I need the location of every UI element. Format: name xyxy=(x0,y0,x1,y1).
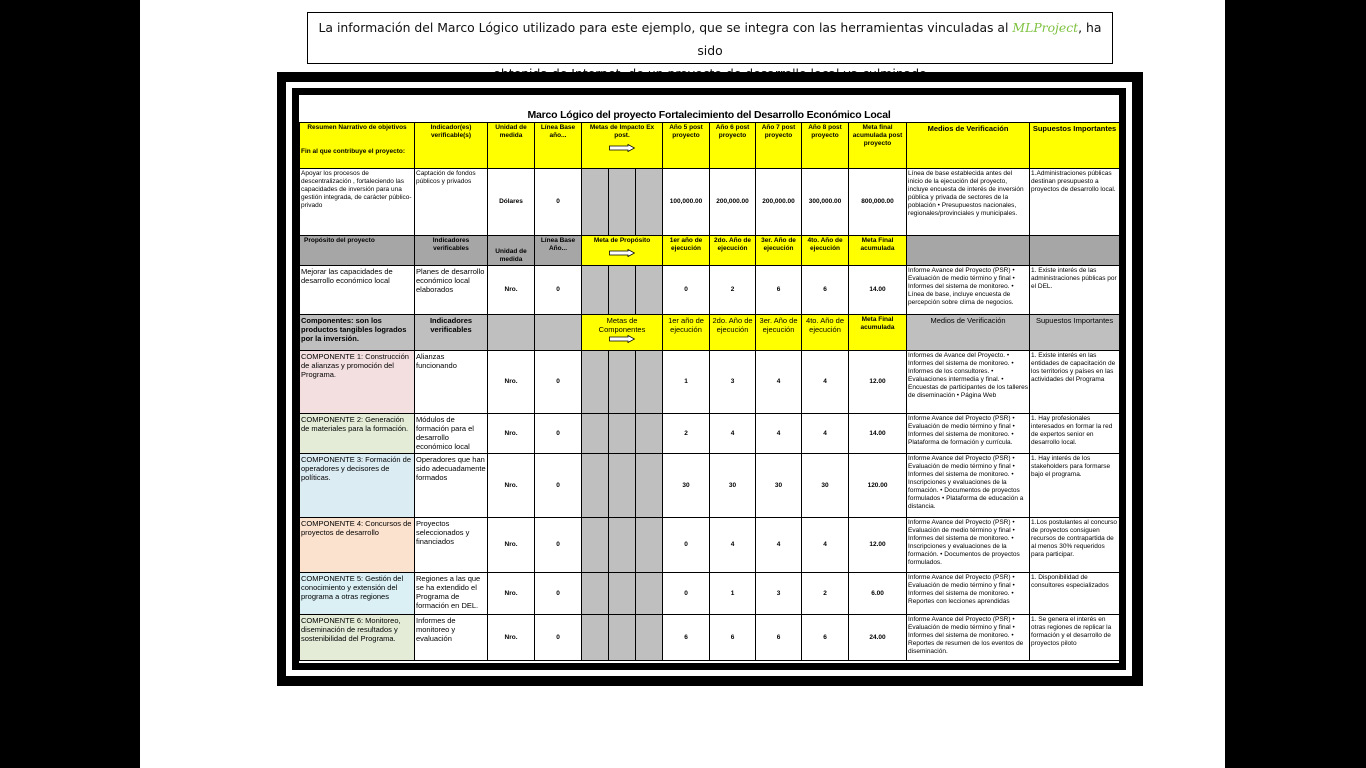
purpose-objective: Mejorar las capacidades de desarrollo económico local xyxy=(300,266,415,315)
gray-cell xyxy=(609,169,636,236)
gray-cell xyxy=(582,169,609,236)
component-assumption: 1. Hay profesionales interesados en formar la red de expertos senior en desarrollo local. xyxy=(1030,414,1119,454)
logframe-table xyxy=(299,122,1119,661)
component-y2: 1 xyxy=(710,573,756,615)
purpose-row xyxy=(300,266,1120,315)
purpose-y4: 6 xyxy=(802,266,849,315)
gray-cell xyxy=(609,573,636,615)
gray-cell xyxy=(907,236,1030,266)
component-assumption: 1.Los postulantes al concurso de proyectos consiguen recursos de contrapartida de al menos 30% requeridos para participar. xyxy=(1030,518,1119,573)
header-components: Componentes: son los productos tangibles logrados por la inversión. xyxy=(300,315,415,351)
fin-year7: 200,000.00 xyxy=(756,169,802,236)
purpose-indicator: Planes de desarrollo económico local elaborados xyxy=(415,266,488,315)
arrow-right-icon xyxy=(609,144,635,152)
gray-cell xyxy=(609,414,636,454)
header-assumptions: Supuestos Importantes xyxy=(1030,123,1119,169)
component-baseline: 0 xyxy=(535,454,582,518)
component-y4: 30 xyxy=(802,454,849,518)
fin-objective: Apoyar los procesos de descentralización , fortaleciendo las capacidades de inversión para una gestión integrada, de carácter público-privado xyxy=(300,169,415,236)
component-y2: 30 xyxy=(710,454,756,518)
component-assumption: 1. Existe interés en las entidades de capacitación de los territorios y países en las actividades del Programa xyxy=(1030,351,1119,414)
component-indicator: Operadores que han sido adecuadamente formados xyxy=(415,454,488,518)
component-indicator: Regiones a las que se ha extendido el Programa de formación en DEL. xyxy=(415,573,488,615)
header-impact-goals: Metas de Impacto Ex post. xyxy=(582,123,663,169)
arrow-right-icon xyxy=(609,249,635,257)
table-row xyxy=(300,351,1120,414)
component-final: 24.00 xyxy=(849,615,907,661)
fin-assumption: 1.Administraciones públicas destinan presupuesto a proyectos de desarrollo local. xyxy=(1030,169,1119,236)
header-purpose-unit: Unidad de medida xyxy=(488,236,535,266)
header-comp-y2: 2do. Año de ejecución xyxy=(710,315,756,351)
logframe-sheet xyxy=(299,95,1119,663)
component-final: 6.00 xyxy=(849,573,907,615)
gray-cell xyxy=(582,573,609,615)
table-row xyxy=(300,454,1120,518)
component-y3: 4 xyxy=(756,351,802,414)
header-purpose-y2: 2do. Año de ejecución xyxy=(710,236,756,266)
header-purpose-y1: 1er año de ejecución xyxy=(663,236,710,266)
component-assumption: 1. Se genera el interés en otras regiones de replicar la formación y el desarrollo de proyectos piloto xyxy=(1030,615,1119,661)
component-y1: 30 xyxy=(663,454,710,518)
purpose-assumption: 1. Existe interés de las administraciones públicas por el DEL. xyxy=(1030,266,1119,315)
component-unit: Nro. xyxy=(488,351,535,414)
gray-cell xyxy=(636,169,663,236)
component-y1: 2 xyxy=(663,414,710,454)
header-purpose-final: Meta Final acumulada xyxy=(849,236,907,266)
component-unit: Nro. xyxy=(488,615,535,661)
component-y3: 6 xyxy=(756,615,802,661)
gray-cell xyxy=(636,454,663,518)
component-baseline: 0 xyxy=(535,414,582,454)
table-row xyxy=(300,615,1120,661)
component-baseline: 0 xyxy=(535,518,582,573)
sheet-title: Marco Lógico del proyecto Fortalecimiento del Desarrollo Económico Local xyxy=(527,109,891,121)
component-indicator: Módulos de formación para el desarrollo económico local xyxy=(415,414,488,454)
component-final: 120.00 xyxy=(849,454,907,518)
component-unit: Nro. xyxy=(488,573,535,615)
fin-row xyxy=(300,169,1120,236)
header-comp-verification: Medios de Verificación xyxy=(907,315,1030,351)
purpose-verification: Informe Avance del Proyecto (PSR) • Evaluación de medio término y final • Informes del sistema de monitoreo. • Línea de base, incluye encuesta de percepción sobre clima de negocios. xyxy=(907,266,1030,315)
header-objectives: Resumen Narrativo de objetivos Fin al que contribuye el proyecto: xyxy=(300,123,415,169)
purpose-y3: 6 xyxy=(756,266,802,315)
gray-cell xyxy=(636,266,663,315)
component-y1: 1 xyxy=(663,351,710,414)
header-components-indicators: Indicadores verificables xyxy=(415,315,488,351)
component-verification: Informes de Avance del Proyecto. • Informes del sistema de monitoreo. • Informes de los consultores. • Evaluaciones intermedia y final. • Encuestas de participantes de los talleres de diseminación • Página Web xyxy=(907,351,1030,414)
gray-cell xyxy=(609,518,636,573)
table-row xyxy=(300,414,1120,454)
component-y2: 4 xyxy=(710,518,756,573)
component-y3: 4 xyxy=(756,414,802,454)
header-row-purpose xyxy=(300,236,1120,266)
gray-cell xyxy=(609,454,636,518)
component-objective: COMPONENTE 4: Concursos de proyectos de desarrollo xyxy=(300,518,415,573)
purpose-unit: Nro. xyxy=(488,266,535,315)
gray-cell xyxy=(582,351,609,414)
brand-name: MLProject xyxy=(1012,20,1079,35)
header-year5: Año 5 post proyecto xyxy=(663,123,710,169)
component-baseline: 0 xyxy=(535,351,582,414)
gray-cell xyxy=(636,615,663,661)
component-verification: Informe Avance del Proyecto (PSR) • Evaluación de medio término y final • Informes del sistema de monitoreo. • Inscripciones y evaluaciones de la formación. • Documentos de proyectos formulados. xyxy=(907,518,1030,573)
component-indicator: Informes de monitoreo y evaluación xyxy=(415,615,488,661)
gray-cell xyxy=(582,266,609,315)
header-year8: Año 8 post proyecto xyxy=(802,123,849,169)
table-row xyxy=(300,518,1120,573)
gray-cell xyxy=(582,518,609,573)
header-purpose-goal: Meta de Propósito xyxy=(582,236,663,266)
note-text-1b: , ha sido xyxy=(697,20,1102,58)
component-verification: Informe Avance del Proyecto (PSR) • Evaluación de medio término y final • Informes del sistema de monitoreo. • Reportes de resumen de los eventos de diseminación. xyxy=(907,615,1030,661)
header-verification: Medios de Verificación xyxy=(907,123,1030,169)
component-y3: 3 xyxy=(756,573,802,615)
header-purpose-y4: 4to. Año de ejecución xyxy=(802,236,849,266)
component-y4: 4 xyxy=(802,351,849,414)
purpose-y1: 0 xyxy=(663,266,710,315)
component-unit: Nro. xyxy=(488,518,535,573)
fin-final: 800,000.00 xyxy=(849,169,907,236)
header-row-fin xyxy=(300,123,1120,169)
fin-unit: Dólares xyxy=(488,169,535,236)
gray-cell xyxy=(582,454,609,518)
purpose-final: 14.00 xyxy=(849,266,907,315)
gray-cell xyxy=(535,315,582,351)
gray-cell xyxy=(1030,236,1119,266)
component-y4: 4 xyxy=(802,414,849,454)
component-y3: 30 xyxy=(756,454,802,518)
fin-verification: Línea de base establecida antes del inicio de la ejecución del proyecto, incluye encuesta de interés de inversión pública y privada de sectores de la población • Presupuestos nacionales, regionales/provinciales y municipales. xyxy=(907,169,1030,236)
component-final: 14.00 xyxy=(849,414,907,454)
component-y2: 3 xyxy=(710,351,756,414)
component-final: 12.00 xyxy=(849,518,907,573)
header-purpose-y3: 3er. Año de ejecución xyxy=(756,236,802,266)
fin-indicator: Captación de fondos públicos y privados xyxy=(415,169,488,236)
note-text-1: La información del Marco Lógico utilizado para este ejemplo, que se integra con las herramientas vinculadas al xyxy=(318,20,1013,35)
component-y2: 6 xyxy=(710,615,756,661)
intro-note xyxy=(307,12,1113,64)
header-purpose: Propósito del proyecto xyxy=(300,236,415,266)
component-unit: Nro. xyxy=(488,414,535,454)
component-verification: Informe Avance del Proyecto (PSR) • Evaluación de medio término y final • Informes del sistema de monitoreo. • Plataforma de formación y currícula. xyxy=(907,414,1030,454)
component-baseline: 0 xyxy=(535,615,582,661)
gray-cell xyxy=(636,518,663,573)
header-year6: Año 6 post proyecto xyxy=(710,123,756,169)
header-comp-final: Meta Final acumulada xyxy=(849,315,907,351)
component-assumption: 1. Disponibilidad de consultores especializados xyxy=(1030,573,1119,615)
component-y3: 4 xyxy=(756,518,802,573)
component-baseline: 0 xyxy=(535,573,582,615)
component-objective: COMPONENTE 2: Generación de materiales para la formación. xyxy=(300,414,415,454)
header-final-goal: Meta final acumulada post proyecto xyxy=(849,123,907,169)
purpose-y2: 2 xyxy=(710,266,756,315)
header-comp-y4: 4to. Año de ejecución xyxy=(802,315,849,351)
component-objective: COMPONENTE 3: Formación de operadores y decisores de políticas. xyxy=(300,454,415,518)
header-components-goals: Metas de Componentes xyxy=(582,315,663,351)
gray-cell xyxy=(582,615,609,661)
component-y1: 6 xyxy=(663,615,710,661)
arrow-right-icon xyxy=(609,335,635,343)
header-indicators: Indicador(es) verificable(s) xyxy=(415,123,488,169)
header-comp-y1: 1er año de ejecución xyxy=(663,315,710,351)
table-row xyxy=(300,573,1120,615)
component-objective: COMPONENTE 1: Construcción de alianzas y promoción del Programa. xyxy=(300,351,415,414)
purpose-baseline: 0 xyxy=(535,266,582,315)
header-purpose-baseline: Línea Base Año... xyxy=(535,236,582,266)
header-purpose-indicators: Indicadores verificables xyxy=(415,236,488,266)
fin-year5: 100,000.00 xyxy=(663,169,710,236)
fin-baseline: 0 xyxy=(535,169,582,236)
gray-cell xyxy=(636,573,663,615)
component-unit: Nro. xyxy=(488,454,535,518)
header-comp-assumptions: Supuestos Importantes xyxy=(1030,315,1119,351)
gray-cell xyxy=(609,266,636,315)
component-y2: 4 xyxy=(710,414,756,454)
component-y4: 4 xyxy=(802,518,849,573)
component-verification: Informe Avance del Proyecto (PSR) • Evaluación de medio término y final • Informes del sistema de monitoreo. • Inscripciones y evaluaciones de la formación. • Documentos de proyectos formulados • Plataforma de educación a distancia. xyxy=(907,454,1030,518)
header-unit: Unidad de medida xyxy=(488,123,535,169)
component-y1: 0 xyxy=(663,518,710,573)
component-objective: COMPONENTE 5: Gestión del conocimiento y extensión del programa a otras regiones xyxy=(300,573,415,615)
header-baseline: Línea Base año... xyxy=(535,123,582,169)
component-y4: 6 xyxy=(802,615,849,661)
gray-cell xyxy=(636,351,663,414)
component-indicator: Alianzas funcionando xyxy=(415,351,488,414)
gray-cell xyxy=(636,414,663,454)
gray-cell xyxy=(609,351,636,414)
component-objective: COMPONENTE 6: Monitoreo, diseminación de resultados y sostenibilidad del Programa. xyxy=(300,615,415,661)
component-indicator: Proyectos seleccionados y financiados xyxy=(415,518,488,573)
component-assumption: 1. Hay interés de los stakeholders para formarse bajo el programa. xyxy=(1030,454,1119,518)
header-comp-y3: 3er. Año de ejecución xyxy=(756,315,802,351)
component-final: 12.00 xyxy=(849,351,907,414)
component-y1: 0 xyxy=(663,573,710,615)
header-year7: Año 7 post proyecto xyxy=(756,123,802,169)
gray-cell xyxy=(488,315,535,351)
gray-cell xyxy=(582,414,609,454)
component-y4: 2 xyxy=(802,573,849,615)
header-row-components xyxy=(300,315,1120,351)
component-verification: Informe Avance del Proyecto (PSR) • Evaluación de medio término y final • Informes del sistema de monitoreo. • Reportes con lecciones aprendidas xyxy=(907,573,1030,615)
gray-cell xyxy=(609,615,636,661)
fin-year6: 200,000.00 xyxy=(710,169,756,236)
fin-year8: 300,000.00 xyxy=(802,169,849,236)
